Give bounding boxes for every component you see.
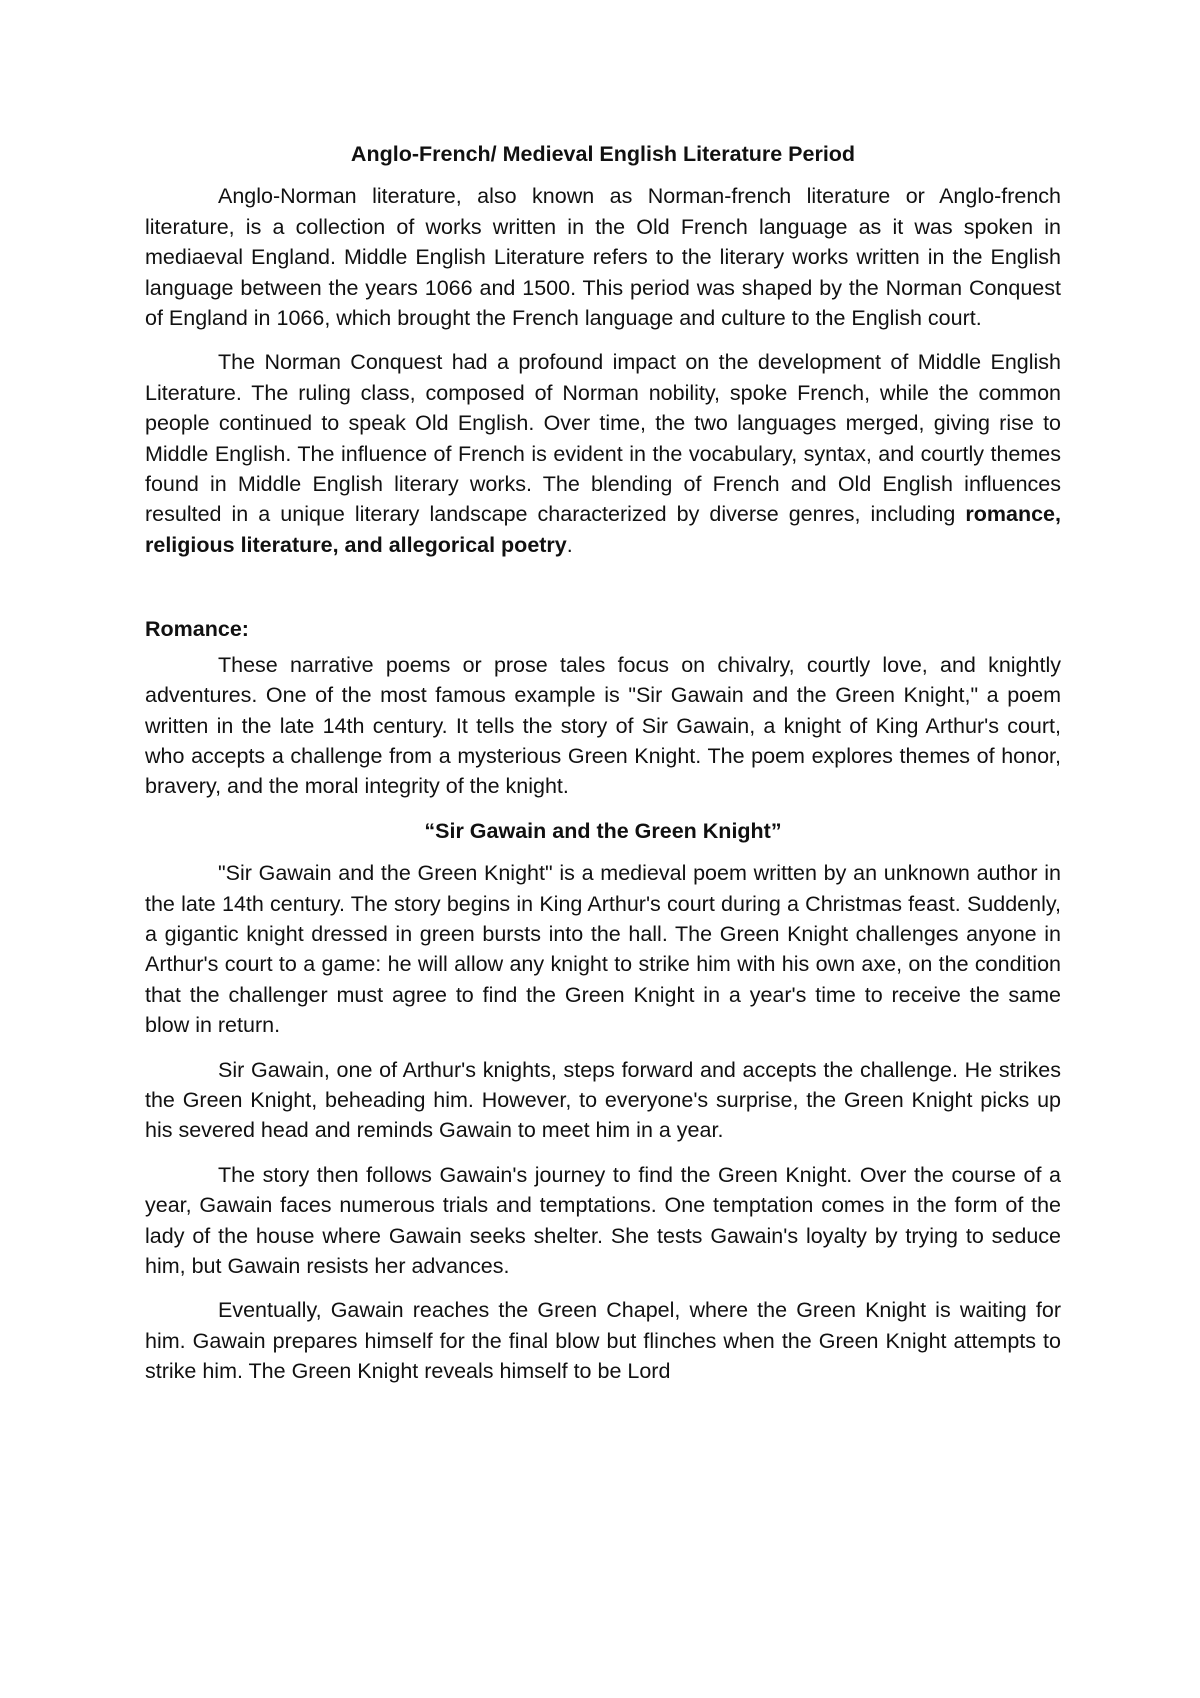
gawain-paragraph-3: The story then follows Gawain's journey to find the Green Knight. Over the course of a year, Gawain faces numerous trials and temptations. One temptation comes in the form of the lady of the house where Gawain seeks shelter. She tests Gawain's loyalty by trying to seduce him, but Gawain resists her advances. [145,1162,1061,1278]
genres-bold-text: romance, religious literature, and allegorical poetry [145,502,1061,557]
paragraph-end: . [566,532,573,557]
norman-conquest-paragraph [145,347,1061,560]
romance-paragraph: These narrative poems or prose tales focus on chivalry, courtly love, and knightly adventures. One of the most famous example is "Sir Gawain and the Green Knight," a poem written in the late 14th century. It tells the story of Sir Gawain, a knight of King Arthur's court, who accepts a challenge from a mysterious Green Knight. The poem explores themes of honor, bravery, and the moral integrity of the knight. [145,652,1061,799]
gawain-title: “Sir Gawain and the Green Knight” [424,818,782,843]
gawain-paragraph-4: Eventually, Gawain reaches the Green Chapel, where the Green Knight is waiting for him. Gawain prepares himself for the final blow but flinches when the Green Knight attempts to strike him. The Green Knight reveals himself to be Lord [145,1298,1061,1384]
document-page [145,139,1061,1401]
document-title: Anglo-French/ Medieval English Literature Period [350,142,856,166]
gawain-paragraph-1: "Sir Gawain and the Green Knight" is a medieval poem written by an unknown author in the late 14th century. The story begins in King Arthur's court during a Christmas feast. Suddenly, a gigantic knight dressed in green bursts into the hall. The Green Knight challenges anyone in Arthur's court to a game: he will allow any knight to strike him with his own axe, on the condition that the challenger must agree to find the Green Knight in a year's time to receive the same blow in return. [145,861,1061,1038]
norman-conquest-text: The Norman Conquest had a profound impact on the development of Middle English Literature. The ruling class, composed of Norman nobility, spoke French, while the common people continued to speak Old English. Over time, the two languages merged, giving rise to Middle English. The influence of French is evident in the vocabulary, syntax, and courtly themes found in Middle English literary works. The blending of French and Old English influences resulted in a unique literary landscape characterized by diverse genres, including [145,350,1061,527]
gawain-paragraph-2: Sir Gawain, one of Arthur's knights, steps forward and accepts the challenge. He strikes the Green Knight, beheading him. However, to everyone's surprise, the Green Knight picks up his severed head and reminds Gawain to meet him in a year. [145,1057,1061,1143]
intro-paragraph: Anglo-Norman literature, also known as Norman-french literature or Anglo-french literature, is a collection of works written in the Old French language as it was spoken in mediaeval England. Middle English Literature refers to the literary works written in the English language between the years 1066 and 1500. This period was shaped by the Norman Conquest of England in 1066, which brought the French language and culture to the English court. [145,184,1061,331]
romance-heading: Romance: [145,617,249,642]
